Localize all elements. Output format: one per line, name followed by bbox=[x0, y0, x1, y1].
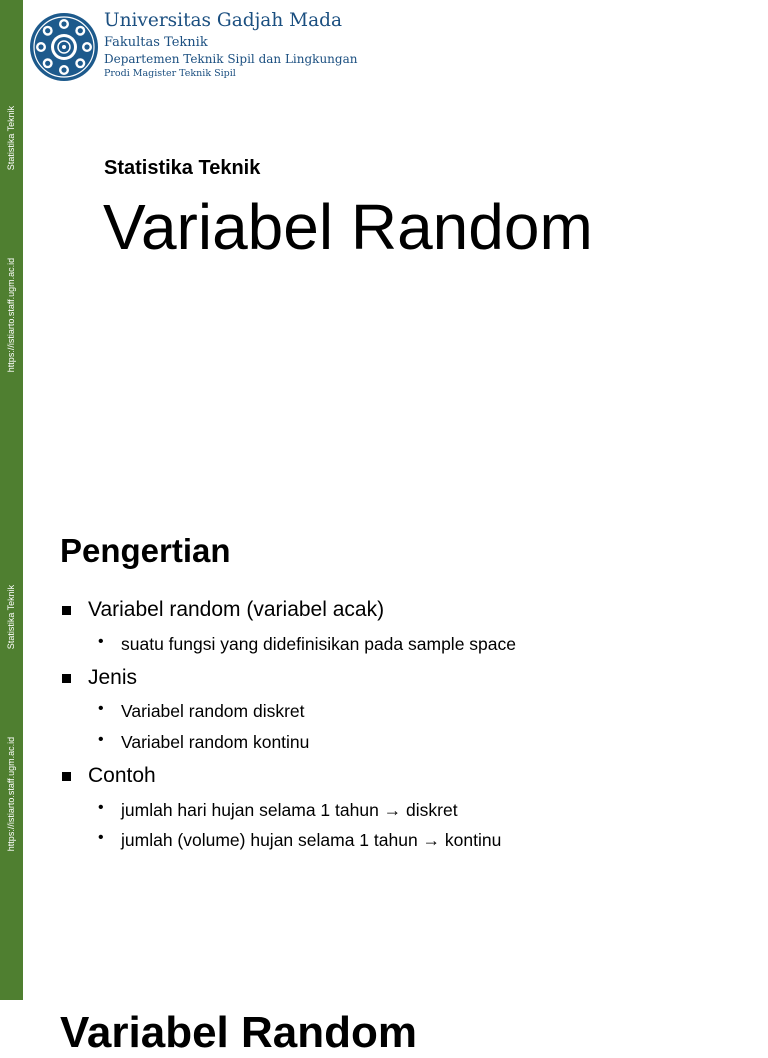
bullet-level2: • suatu fungsi yang didefinisikan pada sample space bbox=[121, 634, 516, 655]
course-name: Statistika Teknik bbox=[104, 157, 261, 179]
side-label-course: Statistika Teknik bbox=[6, 105, 16, 171]
program-name: Prodi Magister Teknik Sipil bbox=[104, 68, 236, 79]
next-slide bbox=[0, 1000, 768, 1057]
bullet-level2: • Variabel random diskret bbox=[121, 701, 305, 722]
side-label-url: https://istiarto.staff.ugm.ac.id bbox=[6, 257, 16, 373]
side-bar bbox=[0, 0, 23, 512]
university-name: Universitas Gadjah Mada bbox=[104, 10, 342, 31]
bullet-level1: Contoh bbox=[88, 764, 156, 787]
content-slide bbox=[0, 512, 768, 1024]
faculty-name: Fakultas Teknik bbox=[104, 35, 208, 50]
ugm-emblem-icon bbox=[29, 12, 99, 82]
side-bar bbox=[0, 512, 23, 1024]
slide-heading: Variabel Random bbox=[60, 1008, 418, 1057]
side-label-course: Statistika Teknik bbox=[6, 584, 16, 650]
title-slide bbox=[0, 0, 768, 512]
bullet-level2: • jumlah (volume) hujan selama 1 tahun → kontinu bbox=[121, 830, 501, 851]
slide-title: Variabel Random bbox=[103, 191, 593, 263]
bullet-level1: Variabel random (variabel acak) bbox=[88, 598, 385, 621]
bullet-level2: • Variabel random kontinu bbox=[121, 732, 309, 753]
bullet-level2: • jumlah hari hujan selama 1 tahun → diskret bbox=[121, 800, 458, 821]
bullet-level1: Jenis bbox=[88, 666, 138, 689]
department-name: Departemen Teknik Sipil dan Lingkungan bbox=[104, 52, 358, 66]
side-label-url: https://istiarto.staff.ugm.ac.id bbox=[6, 736, 16, 852]
slide-heading: Pengertian bbox=[60, 532, 231, 569]
